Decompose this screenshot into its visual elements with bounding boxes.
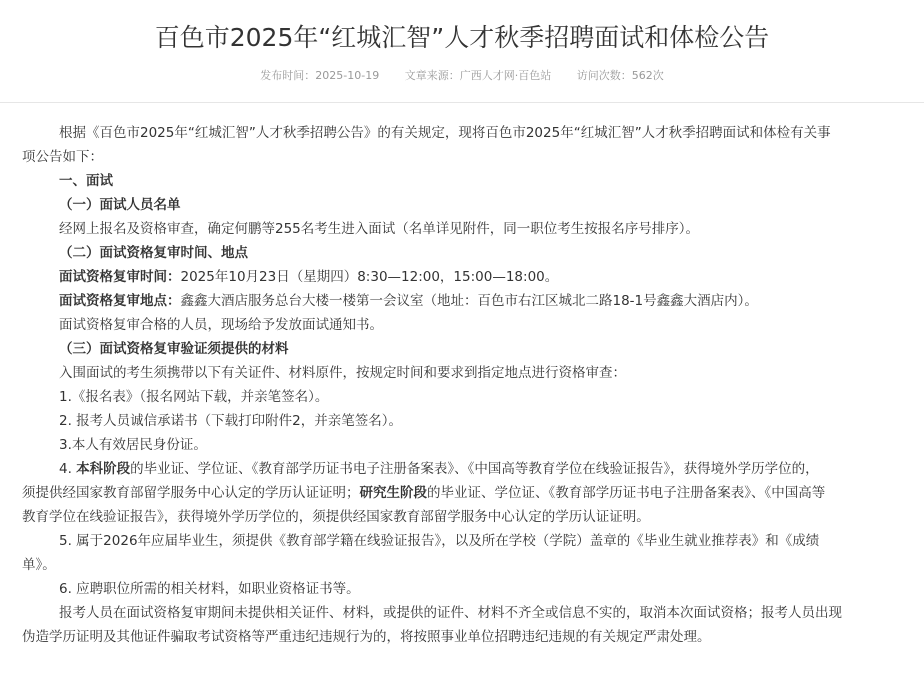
- materials-item-4-cont: [22, 481, 914, 505]
- materials-item-4-cont2: 教育学位在线验证报告》，获得境外学历学位的，须提供经国家教育部留学服务中心认定的学历认证证明。: [22, 509, 650, 525]
- item4-undergrad-label: 本科阶段: [76, 461, 131, 477]
- subsection-heading-materials: （三）面试资格复审验证须提供的材料: [59, 341, 289, 357]
- materials-item-5: 5. 属于2026年应届毕业生，须提供《教育部学籍在线验证报告》，以及所在学校（学院）盖章的《毕业生就业推荐表》和《成绩: [59, 533, 820, 549]
- review-time-label: 面试资格复审时间：: [59, 269, 181, 285]
- review-time-line: [22, 265, 914, 289]
- materials-item-2: 2. 报考人员诚信承诺书（下载打印附件2，并亲笔签名）。: [59, 413, 403, 429]
- subsection-heading-candidates: （一）面试人员名单: [59, 197, 181, 213]
- header-divider: [0, 102, 924, 103]
- review-place-value: 鑫鑫大酒店服务总台大楼一楼第一会议室（地址：百色市右江区城北二路18-1号鑫鑫大酒店内）。: [180, 293, 758, 309]
- publish-date-label: 发布时间: [260, 69, 305, 82]
- article-source: 文章来源：广西人才网·百色站: [404, 69, 552, 82]
- review-place-label: 面试资格复审地点：: [59, 293, 181, 309]
- notice-paragraph: 面试资格复审合格的人员，现场给予发放面试通知书。: [59, 317, 383, 333]
- subsection-heading-time-place: （二）面试资格复审时间、地点: [59, 245, 248, 261]
- review-place-line: [22, 289, 914, 313]
- views-value: 562次: [631, 69, 664, 82]
- source-value: 广西人才网·百色站: [459, 69, 552, 82]
- article-body: [22, 121, 914, 649]
- article-title: 百色市2025年“红城汇智”人才秋季招聘面试和体检公告: [154, 23, 770, 52]
- warning-paragraph: 报考人员在面试资格复审期间未提供相关证件、材料，或提供的证件、材料不齐全或信息不实的，取消本次面试资格；报考人员出现: [59, 605, 842, 621]
- warning-paragraph-cont: 伪造学历证明及其他证件骗取考试资格等严重违纪违规行为的，将按照事业单位招聘违纪违规的有关规定严肃处理。: [22, 629, 711, 645]
- intro-paragraph: 根据《百色市2025年“红城汇智”人才秋季招聘公告》的有关规定，现将百色市2025年“红城汇智”人才秋季招聘面试和体检有关事: [59, 125, 831, 141]
- publish-date: 发布时间：2025-10-19: [260, 69, 380, 82]
- views-label: 访问次数: [576, 69, 621, 82]
- item4-prefix: 4.: [59, 461, 77, 477]
- materials-intro: 入围面试的考生须携带以下有关证件、材料原件，按规定时间和要求到指定地点进行资格审查：: [59, 365, 626, 381]
- materials-item-5-cont: 单》。: [22, 557, 56, 573]
- materials-item-4: [22, 457, 914, 481]
- item4-text-3: 的毕业证、学位证、《教育部学历证书电子注册备案表》、《中国高等: [427, 485, 826, 501]
- materials-item-3: 3.本人有效居民身份证。: [59, 437, 207, 453]
- article-meta: [0, 68, 924, 84]
- item4-text-1: 的毕业证、学位证、《教育部学历证书电子注册备案表》、《中国高等教育学位在线验证报告》，获得境外学历学位的，: [130, 461, 819, 477]
- view-count: 访问次数：562次: [576, 69, 664, 82]
- source-label: 文章来源: [404, 69, 449, 82]
- materials-item-6: 6. 应聘职位所需的相关材料，如职业资格证书等。: [59, 581, 360, 597]
- candidates-paragraph: 经网上报名及资格审查，确定何鹏等255名考生进入面试（名单详见附件，同一职位考生按报名序号排序）。: [59, 221, 700, 237]
- publish-date-value: 2025-10-19: [315, 69, 380, 82]
- materials-item-1: 1.《报名表》（报名网站下载，并亲笔签名）。: [59, 389, 329, 405]
- section-heading-interview: 一、面试: [59, 173, 113, 189]
- review-time-value: 2025年10月23日（星期四）8:30—12:00，15:00—18:00。: [180, 269, 559, 285]
- item4-text-2: 须提供经国家教育部留学服务中心认定的学历认证证明；: [22, 485, 360, 501]
- item4-postgrad-label: 研究生阶段: [359, 485, 427, 501]
- intro-paragraph-cont: 项公告如下：: [22, 149, 103, 165]
